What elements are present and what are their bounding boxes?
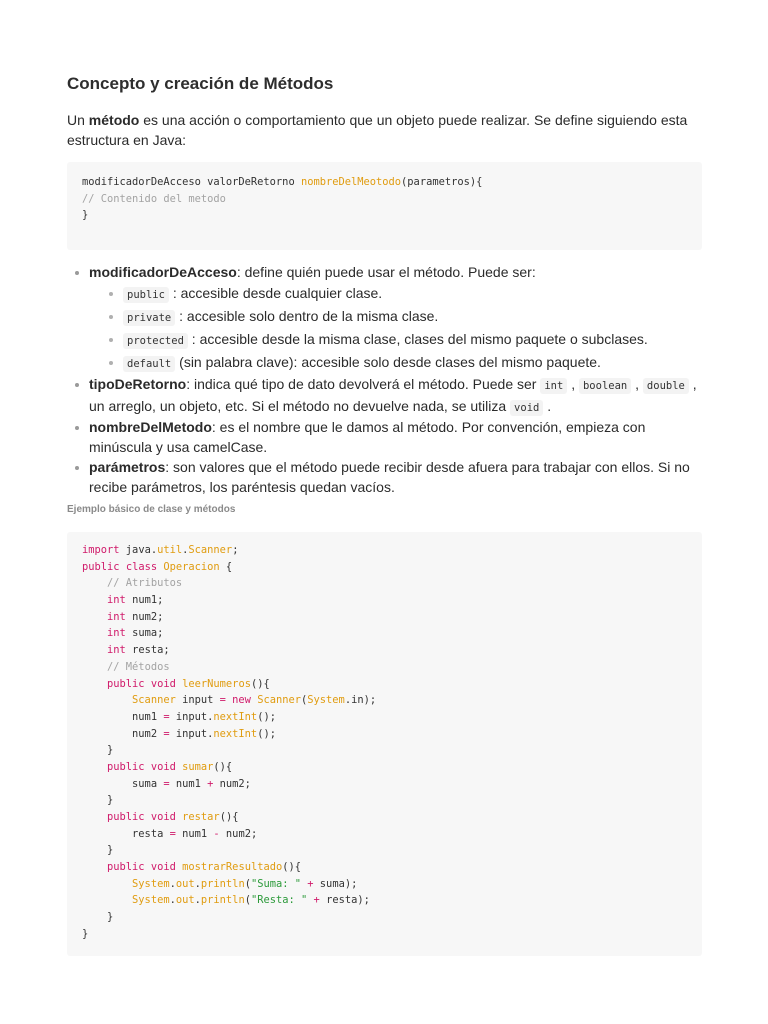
desc-parameters: : son valores que el método puede recibir desde afuera para trabajar con ellos. Si no recibe parámetros, los paréntesis quedan vacíos. (89, 458, 690, 495)
list-item-text: : indica qué tipo de dato devolverá el método. Puede ser (186, 375, 541, 392)
code-token: modificadorDeAcceso valorDeRetorno (82, 176, 301, 188)
term-parameters: parámetros (89, 458, 166, 475)
code-line: int num2; (107, 610, 164, 623)
page-title: Concepto y creación de Métodos (67, 74, 334, 93)
list-item-private (123, 306, 703, 329)
code-line: public void sumar(){ (107, 760, 233, 773)
term-modifier: modificadorDeAcceso (89, 264, 237, 280)
code-line: } (82, 927, 89, 940)
intro-bold-term: método (88, 112, 140, 128)
list-item-text: , (567, 375, 579, 392)
code-line: Scanner input = new Scanner(System.in); (132, 694, 377, 707)
code-line: num1 = input.nextInt(); (82, 710, 276, 723)
inline-code: void (510, 400, 543, 416)
code-line: suma = num1 + num2; (82, 777, 251, 790)
code-token-function: nombreDelMeotodo (300, 176, 402, 188)
intro-text-start: Un (67, 112, 89, 128)
inline-code: private (123, 310, 175, 326)
list-item-protected (123, 329, 703, 352)
code-token: (parametros){ (401, 176, 483, 188)
code-line: // Atributos (107, 577, 183, 590)
inline-code: boolean (579, 378, 631, 394)
intro-paragraph (67, 110, 703, 150)
term-return-type: tipoDeRetorno (89, 375, 187, 392)
code-line (82, 174, 702, 191)
list-item-text: (sin palabra clave): accesible solo desde clases del mismo paquete. (175, 353, 601, 370)
list-item-text: : accesible desde la misma clase, clases del mismo paquete o subclases. (187, 330, 648, 347)
code-line: public void restar(){ (107, 811, 239, 823)
code-line: // Métodos (107, 660, 170, 673)
method-parts-list (67, 263, 703, 498)
list-item-text: : accesible solo dentro de la misma clase. (175, 307, 439, 324)
code-line: } (82, 744, 114, 757)
code-line-comment: // Contenido del metodo (82, 192, 226, 205)
code-line: num2 = input.nextInt(); (82, 727, 276, 740)
code-line: int num1; (107, 594, 164, 607)
code-line: resta = num1 - num2; (82, 827, 258, 840)
list-item-method-name (89, 418, 703, 458)
inline-code: public (123, 287, 169, 303)
list-item-text: . (543, 397, 552, 414)
term-method-name: nombreDelMetodo (89, 419, 212, 436)
code-line: import java.util.Scanner; (82, 544, 239, 556)
code-line: } (82, 209, 89, 221)
code-line: System.out.println("Resta: " + resta); (132, 894, 370, 907)
code-line: } (82, 844, 114, 857)
intro-text-end: es una acción o comportamiento que un objeto puede realizar. Se define siguiendo esta estructura en Java: (67, 112, 688, 148)
list-item-text: , (631, 375, 643, 392)
access-modifier-list (89, 283, 703, 375)
list-item-text: , un arreglo, un objeto, etc. Si el método no devuelve nada, se utiliza (89, 375, 697, 414)
list-item-modifier (89, 263, 703, 375)
code-caption: Ejemplo básico de clase y métodos (67, 504, 236, 515)
code-line: public void mostrarResultado(){ (107, 861, 302, 874)
desc-method-name: : es el nombre que le damos al método. Por convención, empieza con minúscula y usa camelCase. (89, 419, 646, 456)
code-line: int suma; (107, 627, 164, 640)
list-item-text: : accesible desde cualquier clase. (168, 284, 383, 301)
inline-code: default (123, 356, 175, 372)
inline-code: int (540, 378, 567, 394)
code-line: public class Operacion { (82, 560, 233, 573)
inline-code: protected (123, 333, 188, 349)
code-line: } (82, 794, 114, 807)
code-line: int resta; (107, 644, 170, 657)
code-line: public void leerNumeros(){ (107, 677, 270, 690)
code-line: System.out.println("Suma: " + suma); (132, 877, 358, 890)
desc-modifier: : define quién puede usar el método. Puede ser: (236, 264, 536, 280)
code-line: } (82, 911, 114, 924)
list-item-default (123, 352, 703, 375)
syntax-code-block[interactable] (67, 162, 702, 250)
list-item-return-type (89, 375, 703, 419)
inline-code: double (643, 378, 689, 394)
list-item-parameters (89, 458, 703, 498)
list-item-public (123, 283, 703, 306)
example-code-block[interactable] (67, 532, 702, 956)
